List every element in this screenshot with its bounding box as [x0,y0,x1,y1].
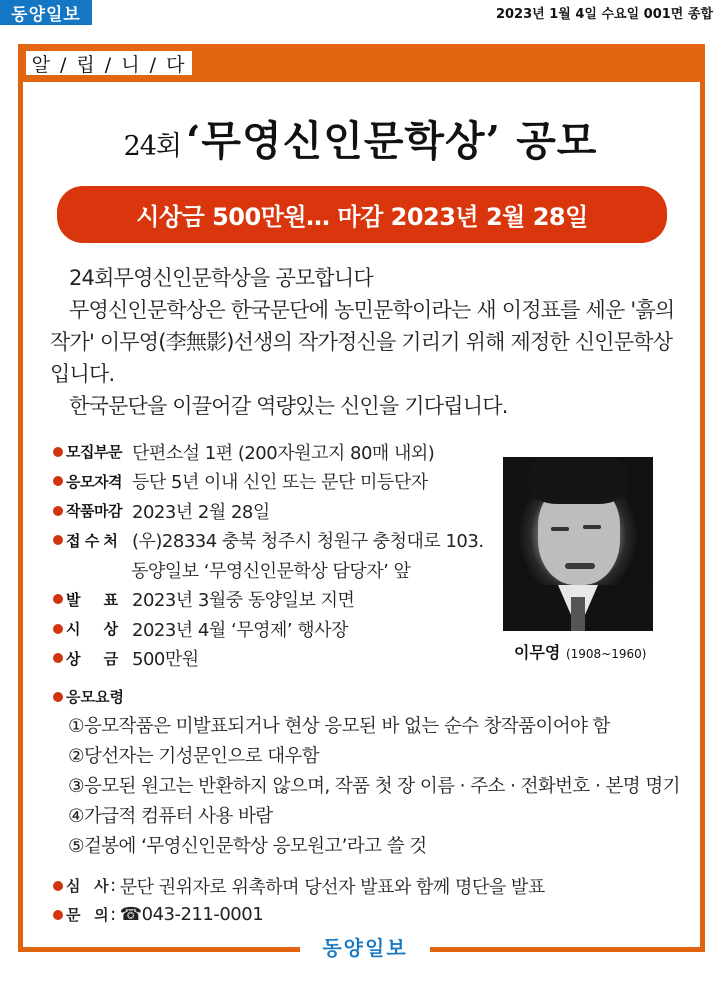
notice-label: 알 / 립 / 니 / 다 [26,51,192,75]
info-label: 접 수 처 [66,531,118,550]
footer-value: 문단 권위자로 위촉하며 당선자 발표와 함께 명단을 발표 [119,876,545,898]
info-label: 응모자격 [66,472,122,491]
guide-heading-label: 응모요령 [66,688,124,706]
title-main: ‘무영신인문학상’ 공모 [186,117,598,165]
guide-item: ④가급적 컴퓨터 사용 바람 [68,806,273,827]
info-row-submission-address [53,526,503,556]
info-value: 등단 5년 이내 신인 또는 문단 미등단자 [132,472,428,494]
bullet-dot-icon [53,692,63,702]
info-row-category [53,437,503,467]
info-label: 시 상 [66,620,118,639]
info-row-deadline [53,496,503,526]
colon-separator: : [110,875,116,896]
info-label: 발 표 [66,590,118,609]
issue-date-line: 2023년 1월 4일 수요일 001면 종합 [495,7,713,22]
bullet-dot-icon [53,447,63,457]
info-value: (우)28334 충북 청주시 청원구 충청대로 103. [132,531,484,553]
bullet-dot-icon [53,624,63,634]
intro-paragraph: 무영신인문학상은 한국문단에 농민문학이라는 새 이정표를 세운 '흙의 작가' 이무영(李無影)선생의 작가정신을 기리기 위해 제정한 신인문학상입니다. [50,298,675,386]
info-row-announcement [53,585,503,615]
bullet-dot-icon [53,881,63,891]
info-label: 모집부문 [66,443,122,462]
bullet-dot-icon [53,535,63,545]
bullet-dot-icon [53,506,63,516]
colon-separator: : [110,904,116,925]
intro-paragraph: 24회무영신인문학상을 공모합니다 [69,266,373,290]
author-years: (1908~1960) [565,647,647,661]
info-row-prize [53,644,503,674]
footer-brand-logo: 동양일보 [300,930,430,962]
intro-text [50,262,680,422]
page-title [0,108,721,167]
author-name: 이무영 [514,643,561,662]
portrait-caption [514,640,646,663]
footer-label: 문 의 [66,906,109,924]
info-value: 2023년 4월 ‘무영제’ 행사장 [132,619,348,641]
guide-item: ③응모된 원고는 반환하지 않으며, 작품 첫 장 이름 · 주소 · 전화번호 · 본명 명기 [68,776,680,797]
info-row-submission-address-cont [53,555,503,585]
bullet-dot-icon [53,910,63,920]
prize-deadline-banner: 시상금 500만원… 마감 2023년 2월 28일 [57,186,667,243]
guide-item: ⑤겉봉에 ‘무영신인문학상 응모원고’라고 쓸 것 [68,836,427,857]
info-value: 2023년 3월중 동양일보 지면 [132,590,355,612]
bullet-dot-icon [53,653,63,663]
info-value: 단편소설 1편 (200자원고지 80매 내외) [132,442,435,464]
info-value: 2023년 2월 28일 [132,501,270,523]
bullet-dot-icon [53,476,63,486]
info-value: 500만원 [132,649,199,671]
title-prefix: 24회 [123,131,182,162]
guide-item: ①응모작품은 미발표되거나 현상 응모된 바 없는 순수 창작품이어야 함 [68,716,610,737]
footer-row-judging [53,871,673,900]
info-label: 작품마감 [66,502,122,521]
guide-heading [53,686,124,707]
masthead-logo: 동양일보 [0,0,92,25]
footer-row-inquiry [53,900,673,929]
footer-info [53,871,673,929]
author-portrait-photo [503,457,653,631]
bullet-dot-icon [53,594,63,604]
contest-info-list [53,437,503,673]
info-row-eligibility [53,467,503,497]
guide-list [68,712,688,862]
footer-label: 심 사 [66,877,109,895]
info-label: 상 금 [66,649,118,668]
guide-item: ②당선자는 기성문인으로 대우함 [68,746,320,767]
info-value: 동양일보 ‘무영신인문학상 담당자’ 앞 [131,560,411,582]
intro-paragraph: 한국문단을 이끌어갈 역량있는 신인을 기다립니다. [69,394,508,418]
info-row-ceremony [53,614,503,644]
phone-number: ☎043-211-0001 [119,904,264,925]
